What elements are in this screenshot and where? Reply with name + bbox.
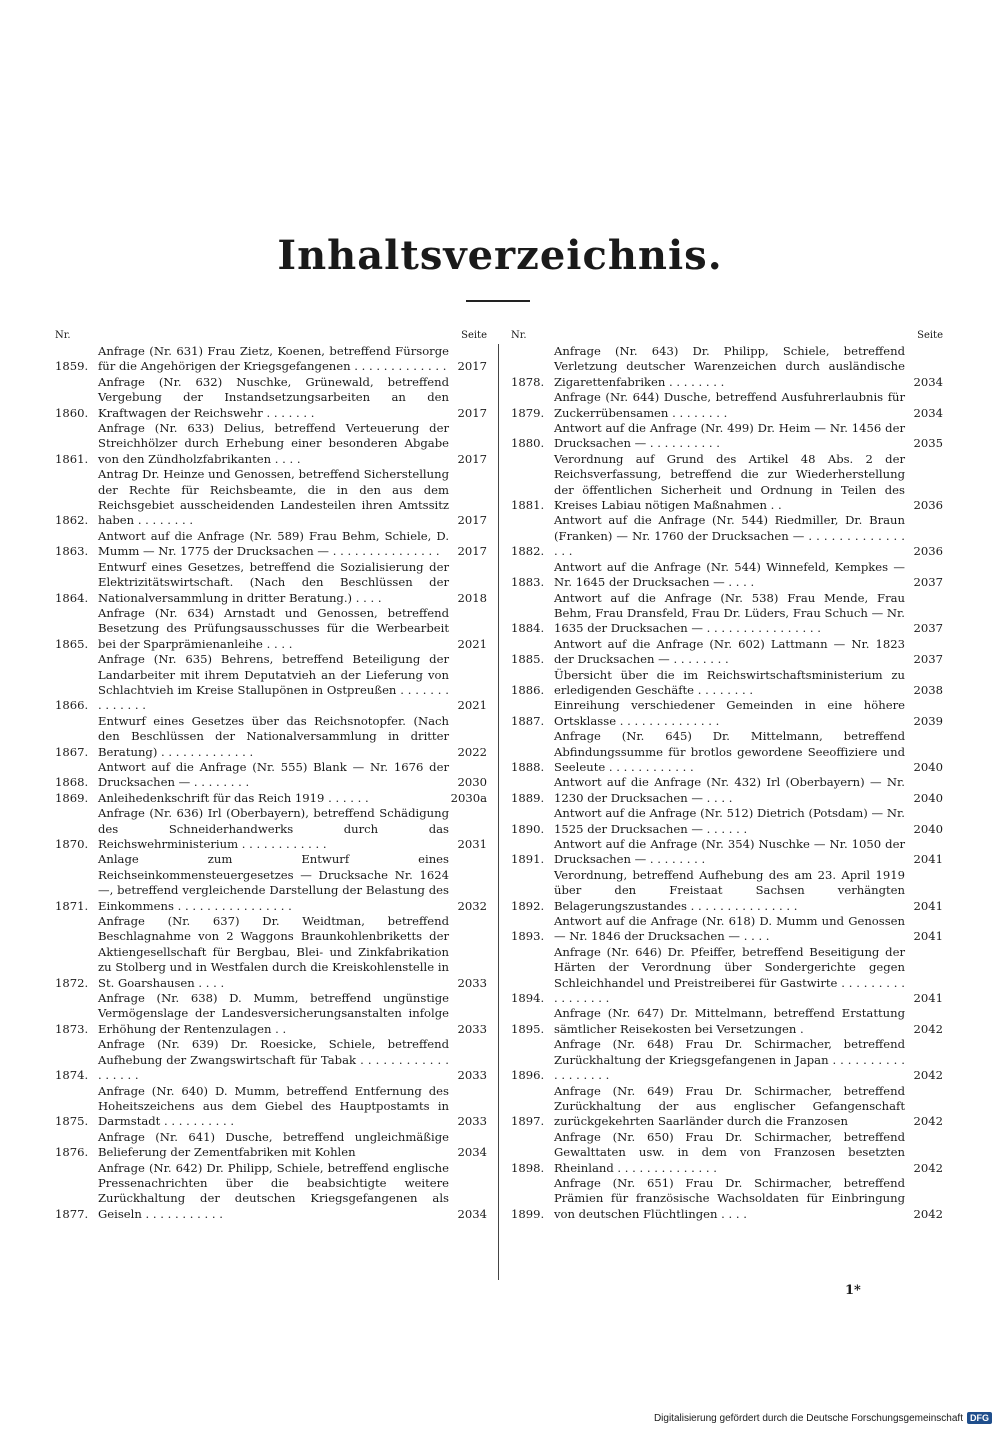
toc-entry	[55, 1084, 487, 1130]
entry-number: 1865.	[55, 636, 89, 651]
entry-page: 2031	[457, 837, 487, 851]
entry-title: Anleihedenkschrift für das Reich 1919 . . . . . .	[98, 790, 369, 805]
entry-title: Antwort auf die Anfrage (Nr. 354) Nuschke — Nr. 1050 der Drucksachen — . . . . . . . .	[554, 837, 905, 867]
entry-title: Antwort auf die Anfrage (Nr. 602) Lattmann — Nr. 1823 der Drucksachen — . . . . . . . .	[554, 636, 905, 667]
column-header-page: Seite	[461, 330, 487, 341]
column-header-number: Nr.	[511, 330, 527, 341]
entry-title: Antwort auf die Anfrage (Nr. 512) Dietrich (Potsdam) — Nr. 1525 der Drucksachen — . . . . . .	[554, 806, 905, 836]
toc-entry	[55, 344, 487, 375]
footer-credit: Digitalisierung gefördert durch die Deutsche Forschungsgemeinschaft	[653, 1412, 963, 1424]
entry-page: 2037	[913, 575, 943, 590]
entry-page: 2036	[913, 498, 943, 513]
entry-number: 1863.	[55, 544, 89, 559]
column-header-left	[55, 328, 487, 344]
entry-page: 2042	[913, 1021, 943, 1036]
entry-page: 2017	[457, 359, 487, 374]
column-header-page: Seite	[917, 330, 943, 341]
entry-title: Anfrage (Nr. 632) Nuschke, Grünewald, betreffend Vergebung der Instandsetzungsarbeiten an den Kraftwagen der Reichswehr . . . . . . .	[98, 374, 449, 420]
entry-page: 2017	[457, 513, 487, 528]
entry-number: 1885.	[511, 652, 545, 667]
entry-number: 1896.	[511, 1068, 545, 1083]
entry-number: 1873.	[55, 1021, 89, 1036]
entry-page: 2034	[913, 374, 943, 389]
entry-number: 1877.	[55, 1206, 89, 1221]
entry-number: 1897.	[511, 1114, 545, 1129]
entry-number: 1890.	[511, 821, 545, 836]
entry-number: 1892.	[511, 898, 545, 913]
entry-title: Antwort auf die Anfrage (Nr. 499) Dr. Heim — Nr. 1456 der Drucksachen — . . . . . . . . . .	[554, 421, 905, 451]
toc-entry	[55, 1037, 487, 1083]
entry-title: Anfrage (Nr. 648) Frau Dr. Schirmacher, betreffend Zurückhaltung der Kriegsgefangenen in Japan . . . . . . . . . . . . . . . . . .	[554, 1037, 905, 1083]
toc-entry	[511, 637, 943, 668]
entry-number: 1875.	[55, 1114, 89, 1129]
entry-title: Anfrage (Nr. 633) Delius, betreffend Verteuerung der Streichhölzer durch Erhebung einer besonderen Abgabe von den Zündholzfabrikanten . . . .	[98, 421, 449, 466]
entry-title: Verordnung, betreffend Aufhebung des am 23. April 1919 über den Freistaat Sachsen verhängten Belagerungszustandes . . . . . . . . . . . . . . .	[554, 867, 905, 913]
entry-number: 1864.	[55, 590, 89, 605]
entry-number: 1879.	[511, 405, 545, 420]
entry-number: 1869.	[55, 790, 89, 805]
entry-number: 1899.	[511, 1206, 545, 1221]
entry-number: 1883.	[511, 575, 545, 590]
entry-page: 2041	[913, 898, 943, 913]
entry-page: 2034	[913, 405, 943, 420]
entry-title: Anfrage (Nr. 650) Frau Dr. Schirmacher, betreffend Gewalttaten usw. in dem von Franzosen besetzten Rheinland . . . . . . . . . . . . . .	[554, 1129, 905, 1175]
entry-number: 1860.	[55, 405, 89, 420]
entry-number: 1878.	[511, 374, 545, 389]
entry-number: 1891.	[511, 852, 545, 867]
signature-mark: 1*	[845, 1283, 861, 1298]
toc-list-right	[511, 344, 943, 1222]
entry-title: Verordnung auf Grund des Artikel 48 Abs. 2 der Reichsverfassung, betreffend die zur Wiederherstellung der öffentlichen Sicherheit und Ordnung in Teilen des Kreises Labiau nötigen Maßnahmen . .	[554, 451, 905, 513]
toc-entry	[511, 390, 943, 421]
entry-title: Anfrage (Nr. 641) Dusche, betreffend ungleichmäßige Belieferung der Zementfabriken mit Kohlen	[98, 1129, 449, 1160]
toc-entry	[55, 991, 487, 1037]
entry-number: 1862.	[55, 513, 89, 528]
entry-number: 1894.	[511, 991, 545, 1006]
entry-title: Einreihung verschiedener Gemeinden in eine höhere Ortsklasse . . . . . . . . . . . . . .	[554, 698, 905, 728]
entry-title: Antwort auf die Anfrage (Nr. 544) Winnefeld, Kempkes — Nr. 1645 der Drucksachen — . . . .	[554, 559, 905, 590]
entry-page: 2037	[913, 621, 943, 636]
toc-column-right	[511, 328, 943, 1222]
entry-number: 1872.	[55, 975, 89, 990]
entry-page: 2042	[913, 1068, 943, 1083]
toc-entry	[511, 1037, 943, 1083]
toc-entry	[55, 852, 487, 914]
entry-number: 1887.	[511, 713, 545, 728]
entry-number: 1898.	[511, 1160, 545, 1175]
entry-page: 2041	[913, 929, 943, 944]
entry-title: Anfrage (Nr. 646) Dr. Pfeiffer, betreffend Beseitigung der Härten der Verordnung über Sondergerichte gegen Schleichhandel und Preistreiberei für Gastwirte . . . . . . . . . . . . . . . . .	[554, 944, 905, 1006]
toc-list-left	[55, 344, 487, 1222]
toc-entry	[55, 652, 487, 714]
entry-title: Antwort auf die Anfrage (Nr. 432) Irl (Oberbayern) — Nr. 1230 der Drucksachen — . . . .	[554, 775, 905, 805]
title-rule	[466, 300, 530, 302]
entry-page: 2032	[457, 898, 487, 913]
toc-entry	[55, 791, 487, 806]
entry-page: 2034	[457, 1206, 487, 1221]
entry-number: 1876.	[55, 1145, 89, 1160]
entry-number: 1895.	[511, 1021, 545, 1036]
toc-entry	[511, 560, 943, 591]
entry-page: 2034	[457, 1145, 487, 1160]
toc-entry	[511, 837, 943, 868]
toc-entry	[55, 375, 487, 421]
entry-number: 1868.	[55, 775, 89, 790]
dfg-logo: DFG	[967, 1412, 992, 1424]
toc-entry	[55, 606, 487, 652]
toc-entry	[55, 529, 487, 560]
toc-entry	[511, 1130, 943, 1176]
entry-page: 2038	[913, 682, 943, 697]
entry-title: Antwort auf die Anfrage (Nr. 555) Blank — Nr. 1676 der Drucksachen — . . . . . . . .	[98, 759, 449, 790]
entry-title: Anfrage (Nr. 638) D. Mumm, betreffend ungünstige Vermögenslage der Landesversicherungsanstalten infolge Erhöhung der Rentenzulagen . .	[98, 991, 449, 1036]
entry-page: 2017	[457, 544, 487, 559]
toc-entry	[55, 760, 487, 791]
toc-entry	[511, 344, 943, 390]
toc-entry	[511, 698, 943, 729]
column-header-right	[511, 328, 943, 344]
entry-page: 2042	[913, 1114, 943, 1129]
toc-entry	[511, 668, 943, 699]
entry-title: Anfrage (Nr. 643) Dr. Philipp, Schiele, betreffend Verletzung deutscher Warenzeichen durch ausländische Zigarettenfabriken . . . . . . . .	[554, 344, 905, 389]
toc-entry	[511, 452, 943, 514]
entry-page: 2033	[457, 1021, 487, 1036]
entry-page: 2040	[913, 790, 943, 805]
toc-entry	[55, 914, 487, 991]
entry-title: Antwort auf die Anfrage (Nr. 589) Frau Behm, Schiele, D. Mumm — Nr. 1775 der Drucksachen — . . . . . . . . . . . . . . .	[98, 528, 449, 559]
entry-number: 1880.	[511, 436, 545, 451]
entry-number: 1889.	[511, 790, 545, 805]
column-divider	[498, 344, 499, 1280]
entry-page: 2033	[457, 975, 487, 990]
entry-number: 1866.	[55, 698, 89, 713]
toc-entry	[55, 467, 487, 529]
entry-number: 1884.	[511, 621, 545, 636]
entry-page: 2033	[457, 1068, 487, 1083]
entry-page: 2030	[457, 775, 487, 790]
column-header-number: Nr.	[55, 330, 71, 341]
toc-column-left	[55, 328, 487, 1222]
entry-page: 2042	[913, 1160, 943, 1175]
entry-title: Anfrage (Nr. 645) Dr. Mittelmann, betreffend Abfindungssumme für brotlos gewordene Seeoffiziere und Seeleute . . . . . . . . . . . .	[554, 729, 905, 774]
entry-number: 1861.	[55, 451, 89, 466]
entry-page: 2036	[913, 544, 943, 559]
entry-title: Antwort auf die Anfrage (Nr. 538) Frau Mende, Frau Behm, Frau Dransfeld, Frau Dr. Lüders, Frau Schuch — Nr. 1635 der Drucksachen — . . . . . . . . . . . . . . . .	[554, 590, 905, 636]
entry-number: 1859.	[55, 359, 89, 374]
entry-number: 1893.	[511, 929, 545, 944]
toc-entry	[511, 806, 943, 837]
entry-title: Übersicht über die im Reichswirtschaftsministerium zu erledigenden Geschäfte . . . . . . . .	[554, 667, 905, 697]
entry-page: 2021	[457, 698, 487, 713]
toc-entry	[511, 945, 943, 1007]
toc-entry	[511, 1084, 943, 1130]
entry-page: 2041	[913, 991, 943, 1006]
entry-page: 2040	[913, 759, 943, 774]
footer	[654, 1412, 992, 1424]
entry-page: 2035	[913, 436, 943, 451]
toc-entry	[511, 513, 943, 559]
entry-page: 2033	[457, 1114, 487, 1129]
entry-number: 1874.	[55, 1068, 89, 1083]
toc-entry	[55, 806, 487, 852]
toc-entry	[511, 1176, 943, 1222]
toc-entry	[511, 914, 943, 945]
entry-title: Entwurf eines Gesetzes über das Reichsnotopfer. (Nach den Beschlüssen der Nationalversammlung in dritter Beratung) . . . . . . . . . . . . .	[98, 713, 449, 759]
entry-title: Anfrage (Nr. 640) D. Mumm, betreffend Entfernung des Hoheitszeichens aus dem Giebel des Hauptpostamts in Darmstadt . . . . . . . . . .	[98, 1083, 449, 1129]
entry-page: 2040	[913, 821, 943, 836]
entry-title: Anfrage (Nr. 649) Frau Dr. Schirmacher, betreffend Zurückhaltung der aus englischer Gefangenschaft zurückgekehrten Saarländer durch die Franzosen	[554, 1083, 905, 1129]
entry-title: Anfrage (Nr. 637) Dr. Weidtman, betreffend Beschlagnahme von 2 Waggons Braunkohlenbriketts der Aktiengesellschaft für Bergbau, Blei- und Zinkfabrikation zu Stolberg und in Westfalen durch die Kreiskohlenstelle in St. Goarshausen . . . .	[98, 914, 449, 990]
entry-page: 2017	[457, 405, 487, 420]
toc-entry	[511, 421, 943, 452]
entry-title: Anfrage (Nr. 634) Arnstadt und Genossen, betreffend Besetzung des Prüfungsausschusses für die Werbearbeit bei der Sparprämienanleihe . . . .	[98, 605, 449, 651]
toc-entry	[55, 1161, 487, 1223]
toc-entry	[55, 714, 487, 760]
entry-page: 2042	[913, 1206, 943, 1221]
entry-number: 1881.	[511, 498, 545, 513]
entry-title: Anlage zum Entwurf eines Reichseinkommensteuergesetzes — Drucksache Nr. 1624 —, betreffend vergleichende Darstellung der Belastung des Einkommens . . . . . . . . . . . . . . . .	[98, 852, 449, 913]
entry-title: Anfrage (Nr. 647) Dr. Mittelmann, betreffend Erstattung sämtlicher Reisekosten bei Versetzungen .	[554, 1006, 905, 1036]
entry-page: 2021	[457, 636, 487, 651]
entry-title: Antrag Dr. Heinze und Genossen, betreffend Sicherstellung der Rechte für Reichsbeamte, die in den aus dem Reichsgebiet ausscheidenden Landesteilen ihren Amtssitz haben . . . . . . . .	[98, 467, 449, 528]
entry-number: 1867.	[55, 744, 89, 759]
entry-page: 2030a	[450, 790, 487, 805]
toc-entry	[55, 421, 487, 467]
entry-title: Anfrage (Nr. 639) Dr. Roesicke, Schiele, betreffend Aufhebung der Zwangswirtschaft für Tabak . . . . . . . . . . . . . . . . . .	[98, 1037, 449, 1083]
entry-page: 2017	[457, 451, 487, 466]
entry-title: Anfrage (Nr. 635) Behrens, betreffend Beteiligung der Landarbeiter mit ihrem Deputatvieh an der Lieferung von Schlachtvieh im Kreise Stallupönen in Ostpreußen . . . . . . . . . . . . . .	[98, 652, 449, 713]
entry-title: Anfrage (Nr. 651) Frau Dr. Schirmacher, betreffend Prämien für französische Wachsoldaten für Einbringung von deutschen Flüchtlingen . . . .	[554, 1175, 905, 1221]
entry-title: Entwurf eines Gesetzes, betreffend die Sozialisierung der Elektrizitätswirtschaft. (Nach den Beschlüssen der Nationalversammlung in dritter Beratung.) . . . .	[98, 559, 449, 605]
entry-title: Antwort auf die Anfrage (Nr. 618) D. Mumm und Genossen — Nr. 1846 der Drucksachen — . . . .	[554, 914, 905, 944]
entry-number: 1886.	[511, 682, 545, 697]
entry-page: 2041	[913, 852, 943, 867]
toc-entry	[511, 1006, 943, 1037]
entry-number: 1871.	[55, 898, 89, 913]
entry-number: 1882.	[511, 544, 545, 559]
entry-title: Anfrage (Nr. 644) Dusche, betreffend Ausfuhrerlaubnis für Zuckerrübensamen . . . . . . . .	[554, 390, 905, 420]
entry-page: 2018	[457, 590, 487, 605]
page-title: Inhaltsverzeichnis.	[277, 232, 723, 279]
entry-page: 2022	[457, 744, 487, 759]
toc-entry	[511, 868, 943, 914]
toc-entry	[511, 591, 943, 637]
entry-title: Anfrage (Nr. 631) Frau Zietz, Koenen, betreffend Fürsorge für die Angehörigen der Kriegsgefangenen . . . . . . . . . . . . .	[98, 344, 449, 374]
toc-entry	[511, 729, 943, 775]
entry-number: 1870.	[55, 837, 89, 851]
entry-title: Anfrage (Nr. 642) Dr. Philipp, Schiele, betreffend englische Pressenachrichten über die beabsichtigte weitere Zurückhaltung der deutschen Kriegsgefangenen als Geiseln . . . . . . . . . . .	[98, 1160, 449, 1221]
entry-number: 1888.	[511, 759, 545, 774]
entry-page: 2039	[913, 713, 943, 728]
entry-page: 2037	[913, 652, 943, 667]
entry-title: Antwort auf die Anfrage (Nr. 544) Riedmiller, Dr. Braun (Franken) — Nr. 1760 der Drucksachen — . . . . . . . . . . . . . . . .	[554, 513, 905, 559]
toc-entry	[55, 1130, 487, 1161]
entry-title: Anfrage (Nr. 636) Irl (Oberbayern), betreffend Schädigung des Schneiderhandwerks durch das Reichswehrministerium . . . . . . . . . . . .	[98, 806, 449, 851]
toc-entry	[55, 560, 487, 606]
toc-entry	[511, 775, 943, 806]
